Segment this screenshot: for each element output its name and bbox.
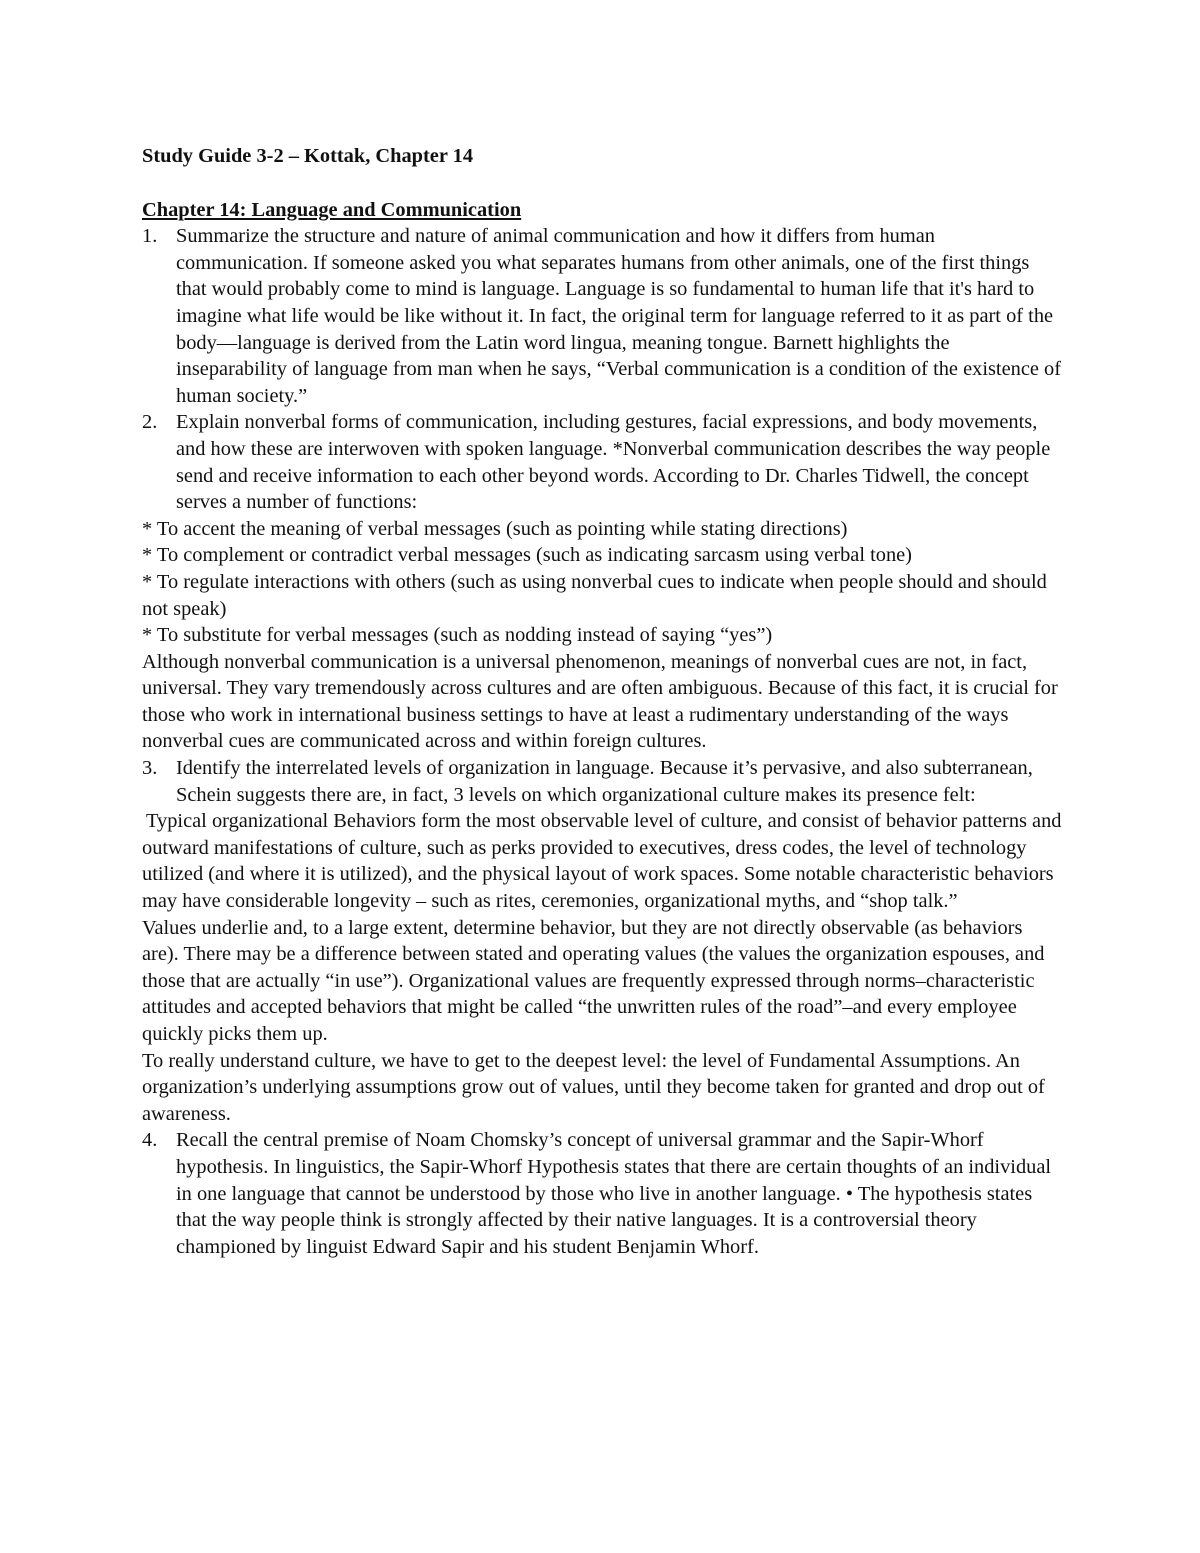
function-item: * To accent the meaning of verbal messages (such as pointing while stating directions): [142, 517, 848, 540]
question-text: Explain nonverbal forms of communication, including gestures, facial expressions, and body movements, and how these are interwoven with spoken language. *Nonverbal communication describes the way people send and receive information to each other beyond words. According to Dr. Charles Tidwell, the concept serves a number of functions:: [176, 411, 1051, 514]
function-item: * To complement or contradict verbal messages (such as indicating sarcasm using verbal tone): [142, 544, 912, 567]
question-text: Recall the central premise of Noam Chomsky’s concept of universal grammar and the Sapir-Whorf hypothesis. In linguistics, the Sapir-Whorf Hypothesis states that there are certain thoughts of an individual in one language that cannot be understood by those who live in another language. • The hypothesis states that the way people think is strongly affected by their native languages. It is a controversial theory championed by linguist Edward Sapir and his student Benjamin Whorf.: [176, 1129, 1052, 1258]
question-text: Summarize the structure and nature of animal communication and how it differs from human communication. If someone asked you what separates humans from other animals, one of the first things that would probably come to mind is language. Language is so fundamental to human life that it's hard to imagine what life would be like without it. In fact, the original term for language referred to it as part of the body—language is derived from the Latin word lingua, meaning tongue. Barnett highlights the inseparability of language from man when he says, “Verbal communication is a condition of the existence of human society.”: [176, 225, 1062, 407]
function-item: * To regulate interactions with others (such as using nonverbal cues to indicate when people should and should not speak): [142, 570, 1047, 620]
question-item: [142, 755, 1062, 808]
question-number: 3.: [142, 757, 158, 780]
culture-level-paragraph: To really understand culture, we have to get to the deepest level: the level of Fundamental Assumptions. An organization’s underlying assumptions grow out of values, until they become taken for granted and drop out of awareness.: [142, 1049, 1045, 1125]
question-item: [142, 409, 1062, 515]
function-item: * To substitute for verbal messages (such as nodding instead of saying “yes”): [142, 624, 773, 647]
title-spacer: [142, 170, 1062, 197]
culture-level-paragraph: Values underlie and, to a large extent, determine behavior, but they are not directly observable (as behaviors are). There may be a difference between stated and operating values (the values the organization espouses, and those that are actually “in use”). Organizational values are frequently expressed through norms–characteristic attitudes and accepted behaviors that might be called “the unwritten rules of the road”–and every employee quickly picks them up.: [142, 916, 1045, 1045]
document-title: Study Guide 3-2 – Kottak, Chapter 14: [142, 145, 474, 167]
question-number: 1.: [142, 225, 158, 248]
question-item: [142, 1127, 1062, 1260]
question-number: 2.: [142, 411, 158, 434]
chapter-heading: Chapter 14: Language and Communication: [142, 198, 522, 221]
culture-level-paragraph: Typical organizational Behaviors form the most observable level of culture, and consist of behavior patterns and outward manifestations of culture, such as perks provided to executives, dress codes, the level of technology utilized (and where it is utilized), and the physical layout of work spaces. Some notable characteristic behaviors may have considerable longevity – such as rites, ceremonies, organizational myths, and “shop talk.”: [142, 810, 1062, 913]
nonverbal-paragraph: Although nonverbal communication is a universal phenomenon, meanings of nonverbal cues are not, in fact, universal. They vary tremendously across cultures and are often ambiguous. Because of this fact, it is crucial for those who work in international business settings to have at least a rudimentary understanding of the ways nonverbal cues are communicated across and within foreign cultures.: [142, 650, 1058, 753]
question-text: Identify the interrelated levels of organization in language. Because it’s pervasive, and also subterranean, Schein suggests there are, in fact, 3 levels on which organizational culture makes its presence felt:: [176, 757, 1033, 806]
question-number: 4.: [142, 1129, 158, 1152]
document-page: [142, 143, 1062, 1260]
question-item: [142, 223, 1062, 409]
